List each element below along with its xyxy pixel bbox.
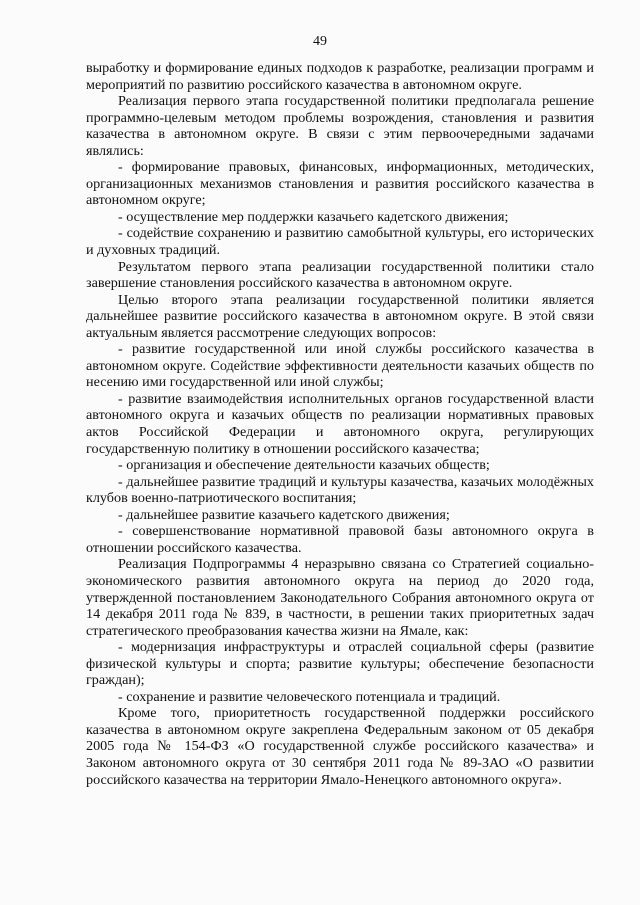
paragraph-subprogram-4: Реализация Подпрограммы 4 неразрывно связана со Стратегией социально-экономического развития автономного округа на период до 2020 года, утвержденной постановлением Законодательного Собрания автономного округа от 14 декабря 2011 года № 839, в частности, в решении таких приоритетных задач стратегического преобразования качества жизни на Ямале, как: — [86, 556, 594, 639]
list-item: - дальнейшее развитие казачьего кадетского движения; — [118, 506, 450, 523]
list-item: - организация и обеспечение деятельности казачьих обществ; — [118, 457, 490, 474]
list-item: - совершенствование нормативной правовой базы автономного округа в отношении российского казачества. — [86, 523, 594, 556]
paragraph-first-stage: Реализация первого этапа государственной политики предполагала решение программно-целевым методом проблемы возрождения, становления и развития казачества в автономном округе. В связи с этим первоочередными задачами являлись: — [86, 93, 594, 159]
list-item: - модернизация инфраструктуры и отраслей социальной сферы (развитие физической культуры и спорта; развитие культуры; обеспечение безопасности граждан); — [86, 639, 594, 689]
list-item: - дальнейшее развитие традиций и культуры казачества, казачьих молодёжных клубов военно-патриотического воспитания; — [86, 473, 594, 507]
paragraph-second-stage: Целью второго этапа реализации государственной политики является дальнейшее развитие российского казачества в автономном округе. В этой связи актуальным является рассмотрение следующих вопросов: — [86, 291, 594, 341]
list-item: - развитие государственной или иной службы российского казачества в автономном округе. Содействие эффективности деятельности казачьих обществ по несению ими государственной или иной службы; — [86, 341, 594, 391]
list-item: - развитие взаимодействия исполнительных органов государственной власти автономного округа и казачьих обществ по реализации нормативных правовых актов Российской Федерации и автономного округа, регулирующих государственную политику в отношении российского казачества; — [86, 390, 594, 457]
list-item: - сохранение и развитие человеческого потенциала и традиций. — [118, 688, 501, 705]
paragraph-first-stage-result: Результатом первого этапа реализации государственной политики стало завершение становления российского казачества в автономном округе. — [86, 258, 594, 292]
page-number: 49 — [313, 34, 327, 49]
paragraph-legal-basis: Кроме того, приоритетность государственной поддержки российского казачества в автономном округе закреплена Федеральным законом от 05 декабря 2005 года № 154-ФЗ «О государственной службе российского казачества» и Законом автономного округа от 30 сентября 2011 года № 89-ЗАО «О развитии российского казачества на территории Ямало-Ненецкого автономного округа». — [86, 705, 594, 788]
list-item: - содействие сохранению и развитию самобытной культуры, его исторических и духовных традиций. — [86, 225, 594, 259]
paragraph-continuation: выработку и формирование единых подходов к разработке, реализации программ и мероприятий по развитию российского казачества в автономном округе. — [86, 60, 594, 93]
document-body — [86, 60, 594, 788]
list-item: - осуществление мер поддержки казачьего кадетского движения; — [118, 208, 509, 225]
list-item: - формирование правовых, финансовых, информационных, методических, организационных механизмов становления и развития российского казачества в автономном округе; — [86, 159, 594, 209]
